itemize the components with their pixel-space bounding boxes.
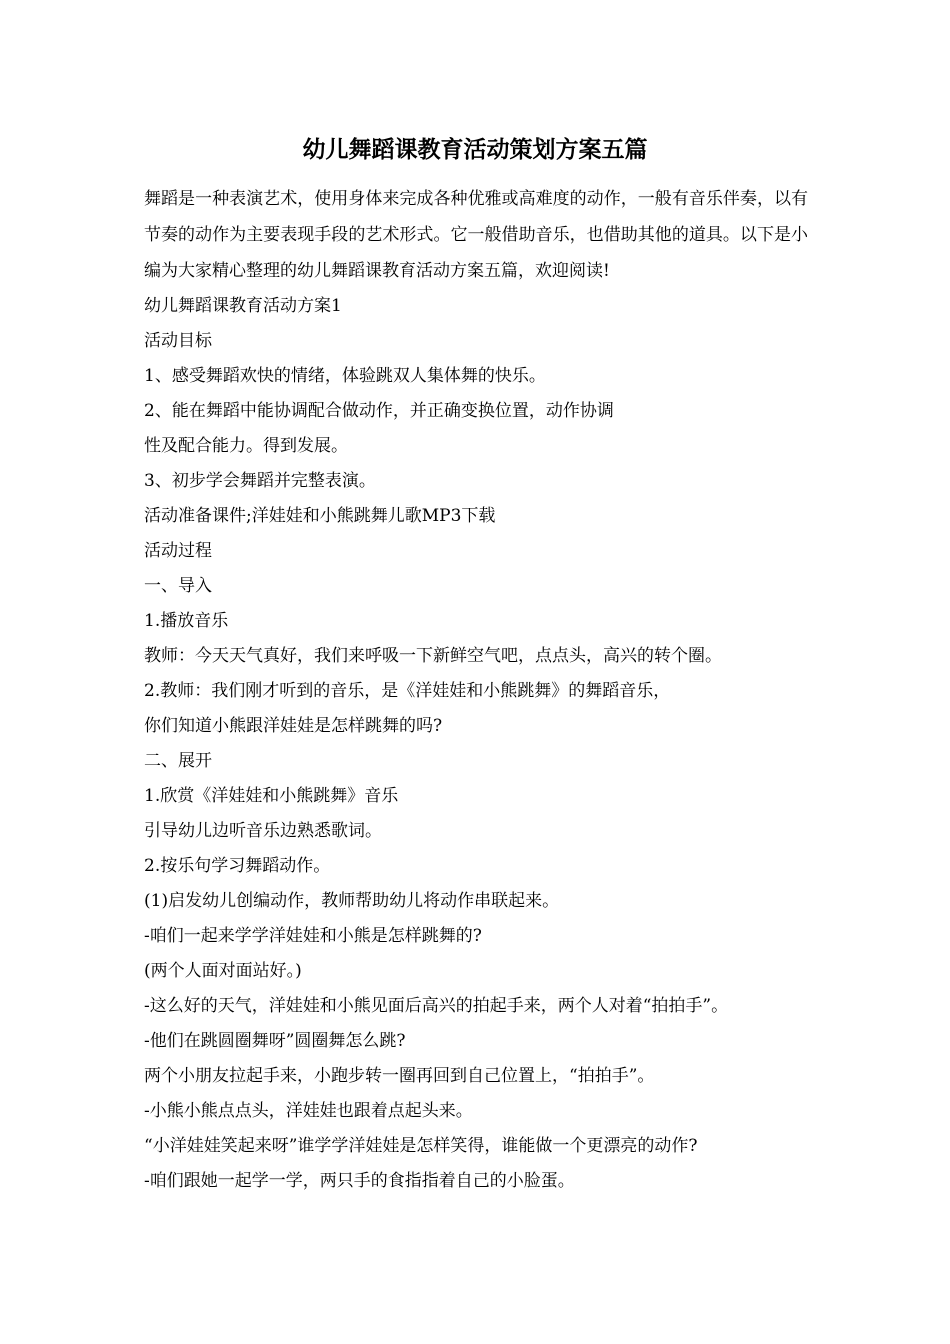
text-line: 你们知道小熊跟洋娃娃是怎样跳舞的吗?	[144, 716, 443, 736]
text-line: 一、导入	[144, 576, 212, 596]
text-line: 1.欣赏《洋娃娃和小熊跳舞》音乐	[144, 786, 399, 806]
text-line: -咱们一起来学学洋娃娃和小熊是怎样跳舞的?	[144, 926, 482, 946]
text-line: -他们在跳圆圈舞呀”圆圈舞怎么跳?	[144, 1031, 406, 1051]
text-line: (两个人面对面站好。)	[144, 961, 302, 981]
text-line: -小熊小熊点点头，洋娃娃也跟着点起头来。	[144, 1101, 473, 1121]
intro-paragraph: 舞蹈是一种表演艺术，使用身体来完成各种优雅或高难度的动作，一般有音乐伴奏，以有节奏的动作为主要表现手段的艺术形式。它一般借助音乐，也借助其他的道具。以下是小编为大家精心整理的幼儿舞蹈课教育活动方案五篇，欢迎阅读!	[144, 189, 808, 281]
text-line: 1.播放音乐	[144, 611, 229, 631]
text-line: -这么好的天气，洋娃娃和小熊见面后高兴的拍起手来，两个人对着“拍拍手”。	[144, 996, 729, 1016]
text-line: 二、展开	[144, 751, 212, 771]
text-line: 2、能在舞蹈中能协调配合做动作，并正确变换位置，动作协调	[144, 401, 614, 421]
text-line: -咱们跟她一起学一学，两只手的食指指着自己的小脸蛋。	[144, 1171, 575, 1191]
text-line: 1、感受舞蹈欢快的情绪，体验跳双人集体舞的快乐。	[144, 366, 546, 386]
text-line: 教师：今天天气真好，我们来呼吸一下新鲜空气吧，点点头，高兴的转个圈。	[144, 646, 722, 666]
text-line: 活动准备课件;洋娃娃和小熊跳舞儿歌MP3下载	[144, 506, 496, 526]
text-line: “小洋娃娃笑起来呀”谁学学洋娃娃是怎样笑得，谁能做一个更漂亮的动作?	[144, 1136, 698, 1156]
subsection-heading: 活动目标	[144, 331, 212, 351]
subsection-heading: 活动过程	[144, 541, 212, 561]
text-line: (1)启发幼儿创编动作，教师帮助幼儿将动作串联起来。	[144, 891, 560, 911]
text-line: 两个小朋友拉起手来，小跑步转一圈再回到自己位置上，“拍拍手”。	[144, 1066, 655, 1086]
document-body	[144, 181, 808, 1199]
text-line: 引导幼儿边听音乐边熟悉歌词。	[144, 821, 382, 841]
text-line: 性及配合能力。得到发展。	[144, 436, 348, 456]
text-line: 2.教师：我们刚才听到的音乐，是《洋娃娃和小熊跳舞》的舞蹈音乐，	[144, 681, 671, 701]
document-title: 幼儿舞蹈课教育活动策划方案五篇	[302, 136, 648, 163]
text-line: 3、初步学会舞蹈并完整表演。	[144, 471, 376, 491]
text-line: 2.按乐句学习舞蹈动作。	[144, 856, 331, 876]
section-heading: 幼儿舞蹈课教育活动方案1	[144, 296, 342, 316]
